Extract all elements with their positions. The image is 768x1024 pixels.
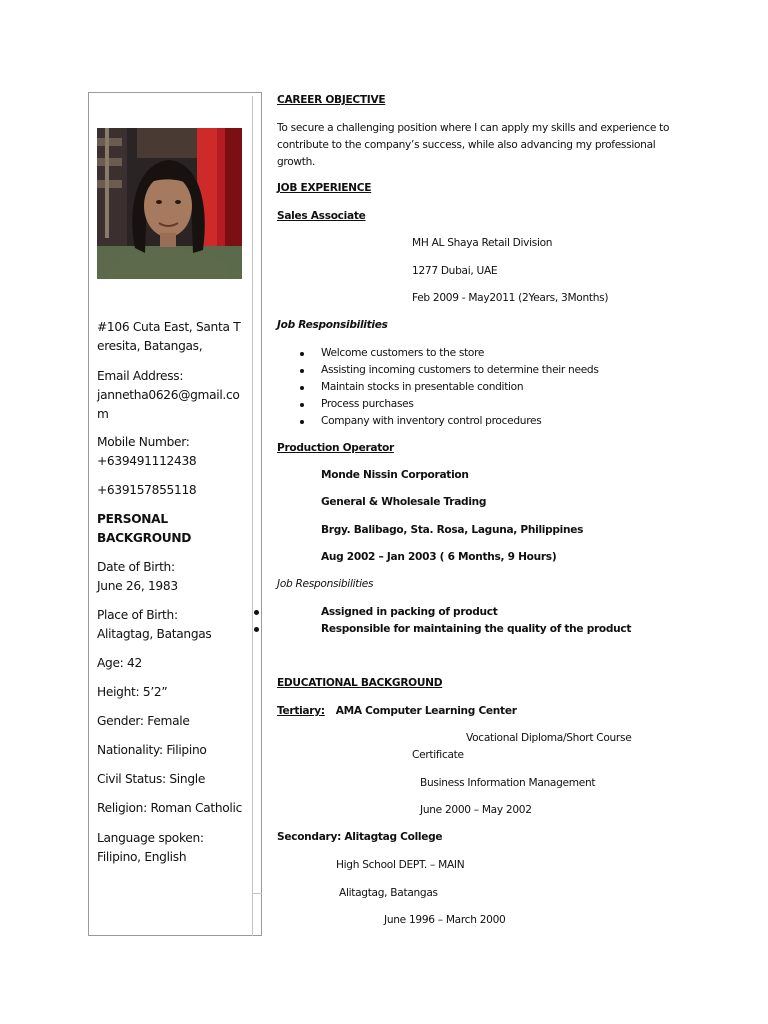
tertiary-dates: June 2000 – May 2002 [420,804,532,816]
tertiary-course: Vocational Diploma/Short Course [466,732,632,744]
list-item: Maintain stocks in presentable condition [300,379,599,396]
job2-dates: Aug 2002 – Jan 2003 ( 6 Months, 9 Hours) [321,551,557,563]
religion: Religion: Roman Catholic [97,801,243,815]
list-item: Company with inventory control procedures [300,413,599,430]
job1-responsibilities-list [300,345,599,430]
career-objective-heading: CAREER OBJECTIVE [277,94,386,106]
job2-responsibilities-list [276,604,631,638]
career-objective-text [277,120,687,171]
nationality: Nationality: Filipino [97,743,207,757]
career-objective-line: To secure a challenging position where I can apply my skills and experience to [277,122,670,134]
address: #106 Cuta East, Santa Teresita, Batangas, [97,320,241,353]
language-value: Filipino, English [97,850,187,864]
job2-responsibilities-heading: Job Responsibilities [277,578,374,590]
civil-status: Civil Status: Single [97,772,206,786]
secondary-dept: High School DEPT. – MAIN [336,859,465,871]
job2-title: Production Operator [277,442,394,454]
secondary-dates: June 1996 – March 2000 [384,914,506,926]
education-heading: EDUCATIONAL BACKGROUND [277,677,443,689]
pob-label: Place of Birth: [97,608,178,622]
tertiary-label: Tertiary: [277,705,325,717]
email-value: jannetha0626@gmail.com [97,388,240,421]
email-label: Email Address: [97,369,184,383]
mobile-number-2: +639157855118 [97,483,197,497]
list-item: Assigned in packing of product [276,604,631,621]
mobile-number-1: +639491112438 [97,454,197,468]
profile-photo [97,128,242,279]
tertiary-row [277,705,517,717]
career-objective-line: growth. [277,156,316,168]
list-item: Process purchases [300,396,599,413]
dob-value: June 26, 1983 [97,579,178,593]
job-experience-heading: JOB EXPERIENCE [277,182,372,194]
tertiary-school: AMA Computer Learning Center [335,705,517,717]
pob-value: Alitagtag, Batangas [97,627,212,641]
list-item: Welcome customers to the store [300,345,599,362]
job1-company: MH AL Shaya Retail Division [412,237,553,249]
secondary-location: Alitagtag, Batangas [339,887,438,899]
tertiary-course-cont: Certificate [412,749,464,761]
personal-background-heading: PERSONAL BACKGROUND [97,512,192,545]
list-item: Responsible for maintaining the quality of the product [276,621,631,638]
list-item: Assisting incoming customers to determine their needs [300,362,599,379]
tertiary-program: Business Information Management [420,777,596,789]
job1-dates: Feb 2009 - May2011 (2Years, 3Months) [412,292,609,304]
job1-title: Sales Associate [277,210,366,222]
mobile-label: Mobile Number: [97,435,190,449]
secondary-school: Secondary: Alitagtag College [277,831,443,843]
job1-responsibilities-heading: Job Responsibilities [277,319,388,331]
career-objective-line: contribute to the company’s success, while also advancing my professional [277,139,656,151]
language-label: Language spoken: [97,831,204,845]
sidebar-divider [252,96,253,936]
age: Age: 42 [97,656,142,670]
height: Height: 5’2” [97,685,168,699]
job2-trading: General & Wholesale Trading [321,496,487,508]
job2-location: Brgy. Balibago, Sta. Rosa, Laguna, Philippines [321,524,584,536]
job1-location: 1277 Dubai, UAE [412,265,498,277]
dob-label: Date of Birth: [97,560,175,574]
sidebar-divider-tick [252,893,262,894]
gender: Gender: Female [97,714,190,728]
job2-company: Monde Nissin Corporation [321,469,469,481]
